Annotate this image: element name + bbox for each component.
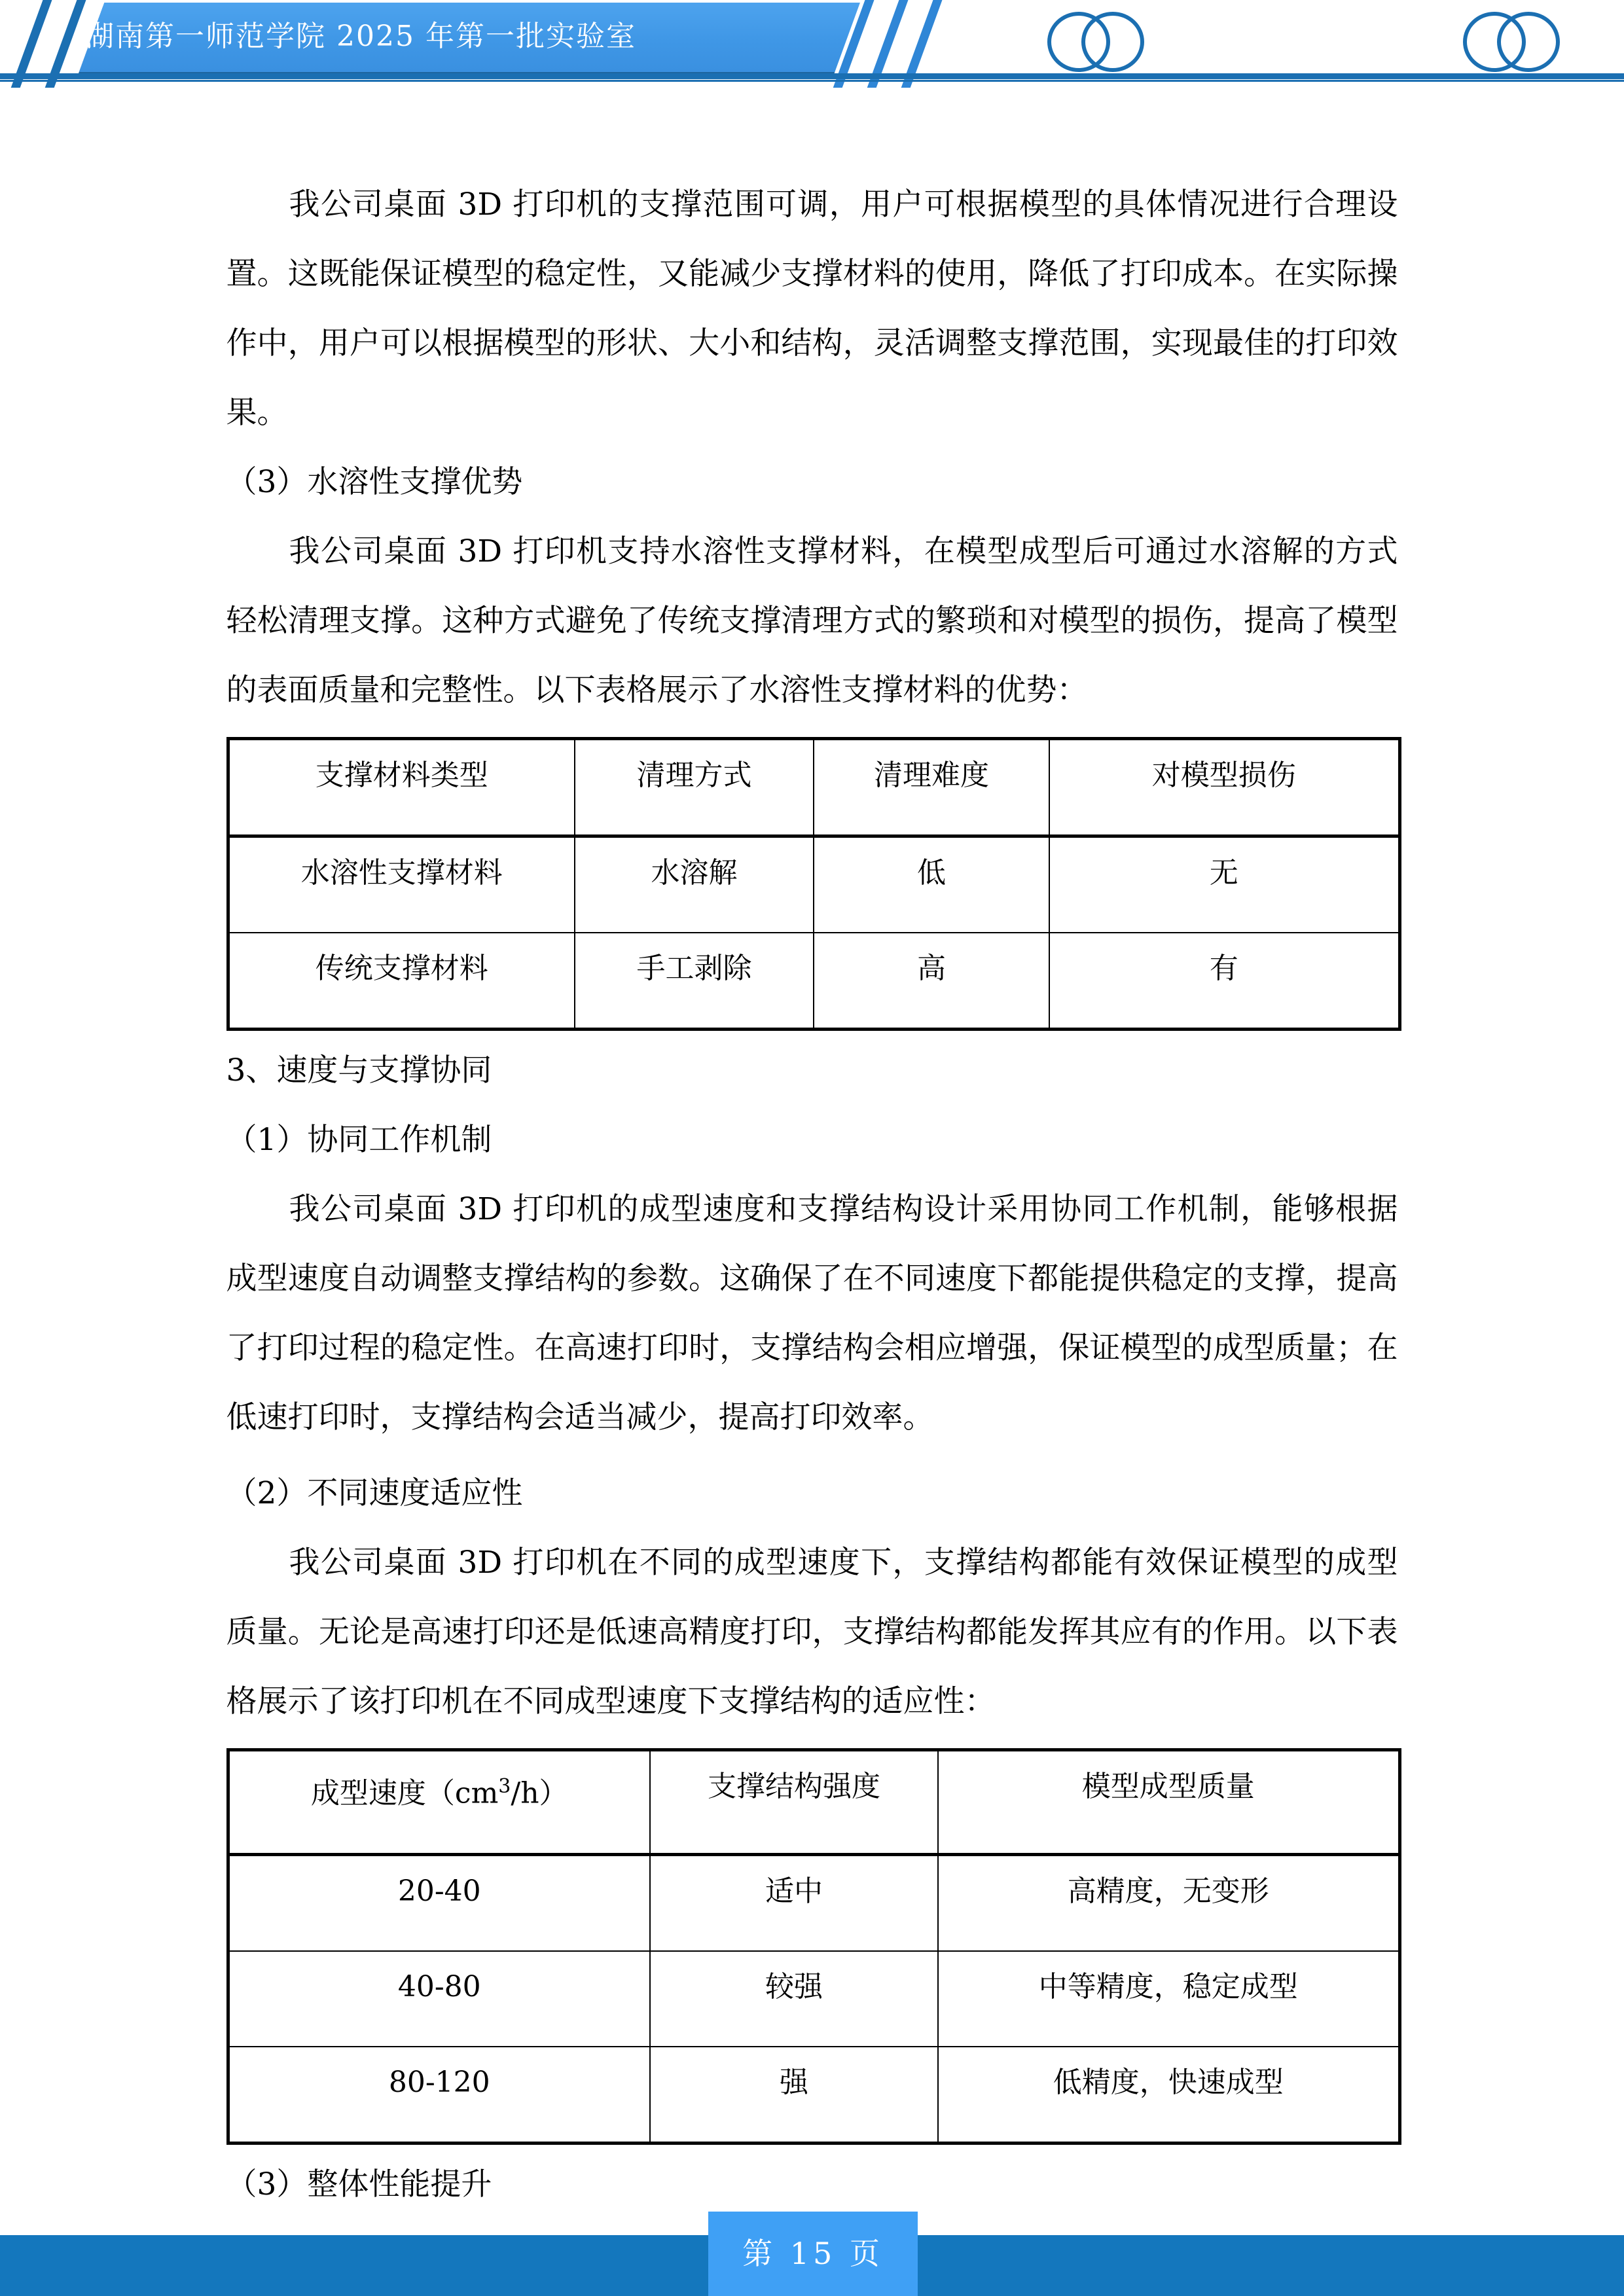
table-cell: 低 [814,836,1049,933]
table-cell: 适中 [650,1854,938,1951]
page-number: 第 15 页 [708,2212,918,2296]
table-row [228,836,1399,933]
speed-support-table [226,1748,1401,2145]
table-row [228,1951,1399,2047]
table-cell: 手工剥除 [575,933,814,1030]
section-heading: （3）水溶性支撑优势 [226,464,523,500]
table-row [228,2047,1399,2144]
table-header-cell: 支撑材料类型 [228,739,575,836]
page-header [0,0,1624,86]
paragraph: 我公司桌面 3D 打印机在不同的成型速度下，支撑结构都能有效保证模型的成型质量。无论是高速打印还是低速高精度打印，支撑结构都能发挥其应有的作用。以下表格展示了该打印机在不同成型速度下支撑结构的适应性： [226,1545,1398,1719]
table-row [228,1854,1399,1951]
table-cell: 较强 [650,1951,938,2047]
section-heading: 3、速度与支撑协同 [226,1052,492,1088]
paragraph: 我公司桌面 3D 打印机的支撑范围可调，用户可根据模型的具体情况进行合理设置。这既能保证模型的稳定性，又能减少支撑材料的使用，降低了打印成本。在实际操作中，用户可以根据模型的形状、大小和结构，灵活调整支撑范围，实现最佳的打印效果。 [226,187,1398,431]
table-cell: 低精度，快速成型 [938,2047,1399,2144]
table-header-cell: 模型成型质量 [938,1750,1399,1855]
table-cell: 水溶解 [575,836,814,933]
spacer [226,1452,1398,1459]
table-header-row [228,1750,1399,1855]
table-cell: 有 [1049,933,1399,1030]
table-header-cell: 清理难度 [814,739,1049,836]
table-cell: 高 [814,933,1049,1030]
table-header-row [228,739,1399,836]
section-heading: （3）整体性能提升 [226,2166,492,2202]
header-rule [0,73,1624,79]
table-header-cell: 清理方式 [575,739,814,836]
circle-icon [1081,12,1144,72]
table-cell: 80-120 [228,2047,650,2144]
table-cell: 无 [1049,836,1399,933]
circle-icon [1497,12,1560,72]
table-cell: 传统支撑材料 [228,933,575,1030]
table-cell: 40-80 [228,1951,650,2047]
table-cell: 水溶性支撑材料 [228,836,575,933]
table-cell: 强 [650,2047,938,2144]
document-body [226,86,1398,2219]
paragraph: 我公司桌面 3D 打印机的成型速度和支撑结构设计采用协同工作机制，能够根据成型速度自动调整支撑结构的参数。这确保了在不同速度下都能提供稳定的支撑，提高了打印过程的稳定性。在高速打印时，支撑结构会相应增强，保证模型的成型质量；在低速打印时，支撑结构会适当减少，提高打印效率。 [226,1191,1398,1435]
section-heading: （2）不同速度适应性 [226,1475,523,1511]
header-rule-thin [0,80,1624,82]
table-cell: 20-40 [228,1854,650,1951]
table-header-cell [228,1750,650,1855]
table-header-cell: 对模型损伤 [1049,739,1399,836]
section-heading: （1）协同工作机制 [226,1122,492,1158]
table-header-cell-suffix: /h） [511,1776,568,1810]
table-header-cell-prefix: 成型速度（cm [310,1776,499,1810]
table-header-cell: 支撑结构强度 [650,1750,938,1855]
table-header-cell-exponent: 3 [498,1775,511,1798]
interlocking-circles-icon [1463,12,1568,72]
support-material-table [226,737,1401,1031]
document-content [0,86,1624,2219]
table-row [228,933,1399,1030]
header-title: 湖南第一师范学院 2025 年第一批实验室 [85,20,636,53]
table-cell: 高精度，无变形 [938,1854,1399,1951]
paragraph: 我公司桌面 3D 打印机支持水溶性支撑材料，在模型成型后可通过水溶解的方式轻松清理支撑。这种方式避免了传统支撑清理方式的繁琐和对模型的损伤，提高了模型的表面质量和完整性。以下表格展示了水溶性支撑材料的优势： [226,533,1398,708]
page-footer [0,2235,1624,2296]
table-cell: 中等精度，稳定成型 [938,1951,1399,2047]
interlocking-circles-icon [1047,12,1152,72]
